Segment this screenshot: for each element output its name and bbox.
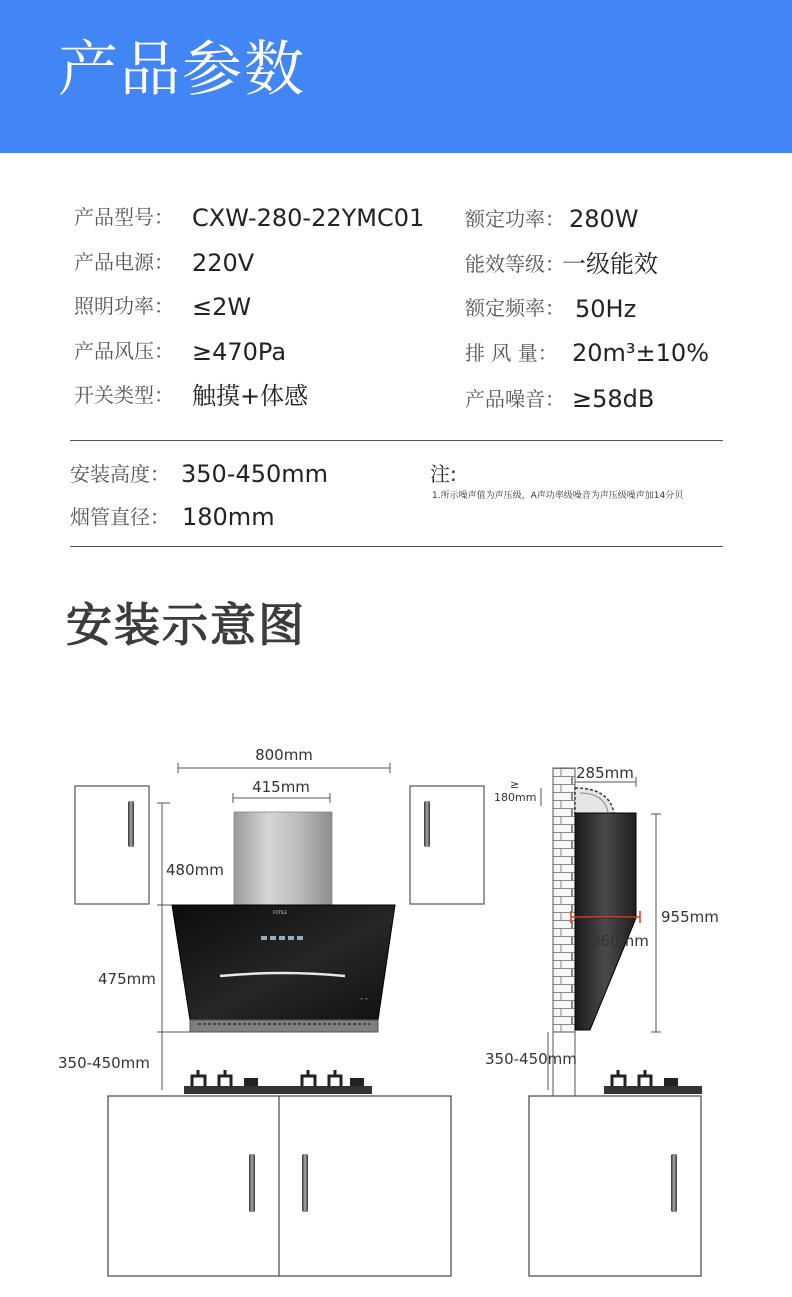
- note-title: 注:: [430, 462, 457, 486]
- spec-label-model: 产品型号：: [74, 205, 174, 229]
- spec-value-model: CXW-280-22YMC01: [192, 204, 425, 232]
- spec-value-frequency: 50Hz: [575, 295, 637, 323]
- dim-label-285: 285mm: [576, 764, 634, 782]
- spec-value-wind-pressure: ≥470Pa: [192, 338, 287, 366]
- spec-label-frequency: 额定频率：: [465, 296, 565, 320]
- base-cabinet-front: [108, 1096, 451, 1276]
- gas-stove-side: [604, 1070, 702, 1094]
- spec-label-power-supply: 产品电源：: [74, 250, 174, 274]
- install-value-pipe: 180mm: [182, 503, 275, 531]
- spec-value-rated-power: 280W: [569, 205, 639, 233]
- upper-cabinet-right: [410, 786, 484, 904]
- cabinet-handle-icon: [671, 1154, 677, 1212]
- cabinet-handle-icon: [249, 1154, 255, 1212]
- spec-value-switch-type: 触摸+体感: [192, 382, 309, 410]
- note-text: 1.所示噪声值为声压级，A声功率级噪音为声压级噪声加14分贝: [432, 491, 684, 501]
- range-hood-front: [172, 905, 395, 1032]
- dim-front-width: [178, 746, 390, 773]
- dim-duct-width: [233, 778, 330, 803]
- install-label-pipe: 烟管直径：: [70, 505, 170, 529]
- dim-label-mount-side: 350-450mm: [485, 1050, 577, 1068]
- spec-value-energy-grade: 一级能效: [562, 250, 658, 278]
- spec-value-airflow: 20m³±10%: [572, 339, 709, 367]
- dim-label-475: 475mm: [98, 970, 156, 988]
- dim-label-955: 955mm: [661, 908, 719, 926]
- spec-label-airflow: 排 风 量：: [465, 341, 558, 365]
- dim-label-pipe-min: ≥: [510, 778, 520, 791]
- dim-label-mount-front: 350-450mm: [58, 1054, 150, 1072]
- brick-wall: [553, 768, 575, 1096]
- dim-label-415: 415mm: [252, 778, 310, 796]
- spec-value-light-power: ≤2W: [192, 293, 252, 321]
- spec-label-noise: 产品噪音：: [465, 387, 565, 411]
- upper-cabinet-left: [75, 786, 149, 904]
- range-hood-side: [575, 813, 636, 1030]
- install-value-height: 350-450mm: [181, 460, 329, 488]
- spec-value-power-supply: 220V: [192, 249, 255, 277]
- panel-mark: ≡ ≡: [360, 996, 368, 1001]
- dim-label-480: 480mm: [166, 861, 224, 879]
- cabinet-handle-icon: [128, 801, 134, 847]
- base-cabinet-side: [529, 1096, 701, 1276]
- spec-label-light-power: 照明功率：: [74, 294, 174, 318]
- page-title: 产品参数: [58, 35, 306, 105]
- dim-label-360: 360mm: [591, 932, 649, 950]
- cabinet-handle-icon: [424, 801, 430, 847]
- brand-logo: FOTILE: [273, 910, 287, 915]
- spec-label-wind-pressure: 产品风压：: [74, 339, 174, 363]
- exhaust-pipe: [575, 788, 614, 814]
- install-label-height: 安装高度：: [70, 462, 170, 486]
- duct-cover: [234, 812, 332, 905]
- gas-stove-front: [184, 1070, 372, 1094]
- section-title-install-diagram: 安装示意图: [66, 598, 306, 652]
- cabinet-handle-icon: [302, 1154, 308, 1212]
- spec-value-noise: ≥58dB: [572, 385, 655, 413]
- dim-label-pipe-180: 180mm: [494, 791, 537, 804]
- spec-label-switch-type: 开关类型：: [74, 383, 174, 407]
- spec-label-rated-power: 额定功率：: [465, 207, 565, 231]
- dim-label-800: 800mm: [255, 746, 313, 764]
- spec-label-energy-grade: 能效等级：: [465, 252, 565, 276]
